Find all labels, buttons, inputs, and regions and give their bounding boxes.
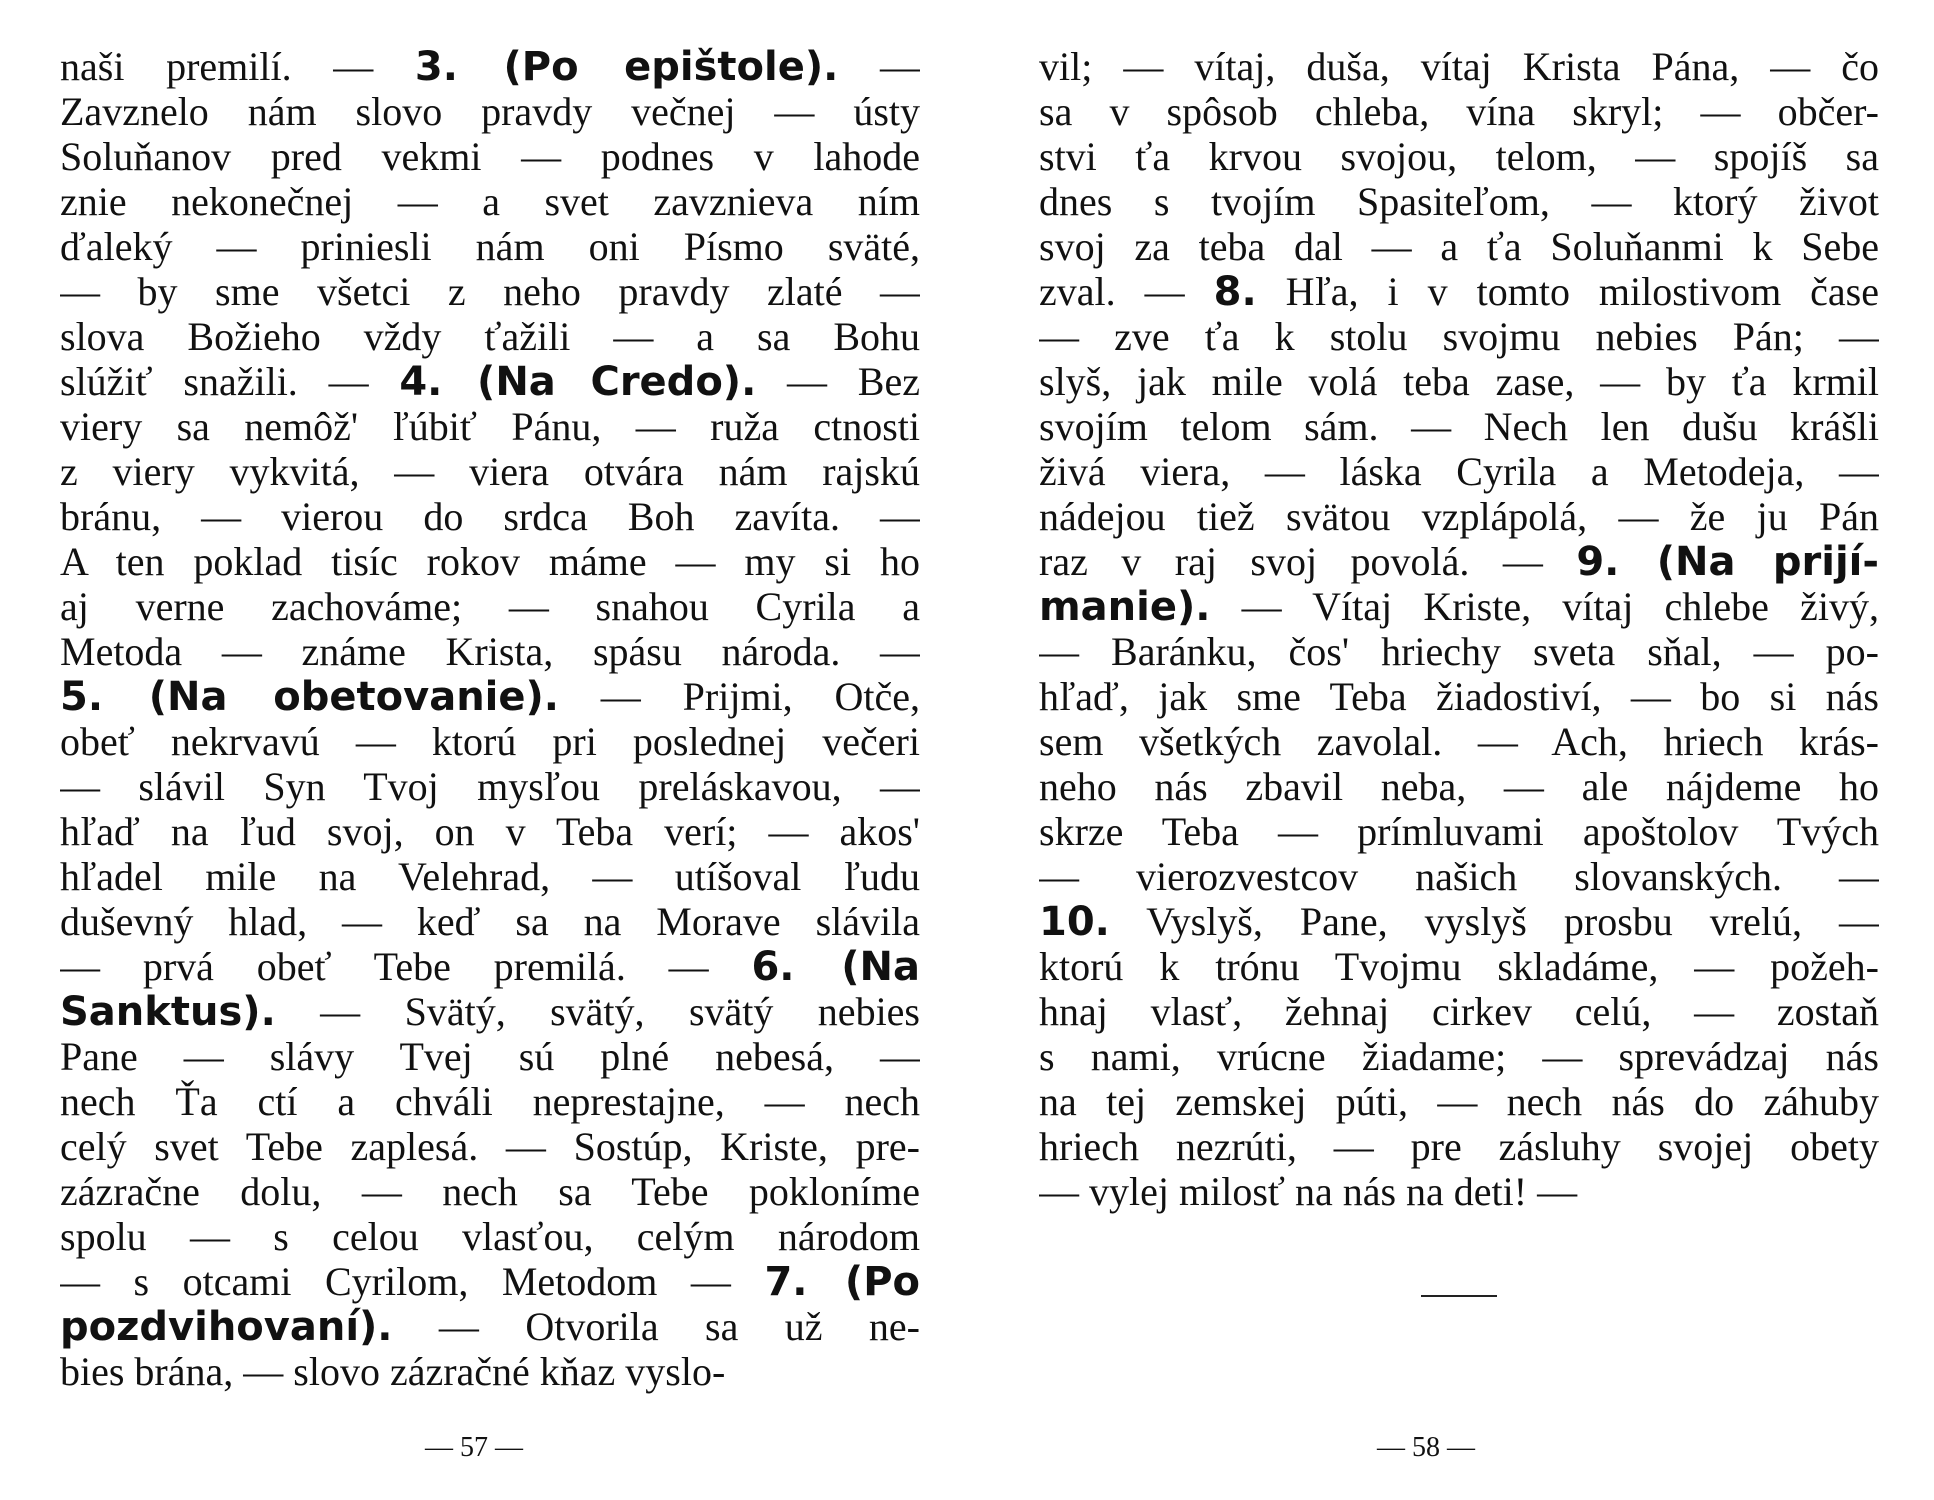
text-line [1039, 1169, 1879, 1214]
text-line [60, 89, 920, 134]
rubric-heading: 9. (Na prijí- [1576, 539, 1879, 584]
text-segment: raz v raj svoj povolá. — [1039, 539, 1577, 584]
text-segment: — Vítaj Kriste, vítaj chlebe živý, [1210, 584, 1879, 629]
text-line [1039, 584, 1879, 629]
rubric-heading: 5. (Na obetovanie). [60, 674, 559, 719]
text-segment: A ten poklad tisíc rokov máme — my si ho [60, 539, 920, 584]
text-segment: — [838, 44, 920, 89]
text-segment: svojím telom sám. — Nech len dušu krášli [1039, 404, 1879, 449]
text-segment: skrze Teba — prímluvami apoštolov Tvých [1039, 809, 1879, 854]
text-line [1039, 89, 1879, 134]
text-segment: z viery vykvitá, — viera otvára nám rajskú [60, 449, 920, 494]
rubric-heading: 8. [1213, 269, 1257, 314]
text-line [60, 809, 920, 854]
text-line [1039, 1079, 1879, 1124]
text-segment: hľaď, jak sme Teba žiadostiví, — bo si nás [1039, 674, 1879, 719]
text-segment: bránu, — vierou do srdca Boh zavíta. — [60, 494, 920, 539]
text-line [1039, 944, 1879, 989]
text-line [60, 1304, 920, 1349]
text-segment: Vyslyš, Pane, vyslyš prosbu vrelú, — [1109, 899, 1879, 944]
text-line [1039, 224, 1879, 269]
text-line [1039, 809, 1879, 854]
text-segment: Metoda — známe Krista, spásu národa. — [60, 629, 920, 674]
text-line [60, 899, 920, 944]
rubric-heading: 3. (Po epištole). [414, 44, 839, 89]
rubric-heading: 4. (Na Credo). [399, 359, 757, 404]
text-segment: — Svätý, svätý, svätý nebies [275, 989, 920, 1034]
text-segment: svoj za teba dal — a ťa Soluňanmi k Sebe [1039, 224, 1879, 269]
text-line [60, 854, 920, 899]
text-line [60, 1259, 920, 1304]
text-line [1039, 989, 1879, 1034]
text-line [1039, 179, 1879, 224]
text-segment: — slávil Syn Tvoj mysľou preláskavou, — [60, 764, 920, 809]
rubric-heading: pozdvihovaní). [60, 1304, 393, 1349]
text-line [1039, 854, 1879, 899]
text-segment: — s otcami Cyrilom, Metodom — [60, 1259, 765, 1304]
page-number-left: — 57 — [425, 1432, 523, 1463]
text-segment: Zavznelo nám slovo pravdy večnej — ústy [60, 89, 920, 134]
text-segment: vil; — vítaj, duša, vítaj Krista Pána, — čo [1039, 44, 1879, 89]
text-segment: na tej zemskej púti, — nech nás do záhuby [1039, 1079, 1879, 1124]
text-segment: stvi ťa krvou svojou, telom, — spojíš sa [1039, 134, 1879, 179]
text-line [60, 359, 920, 404]
text-line [60, 944, 920, 989]
text-line [60, 1124, 920, 1169]
text-segment: aj verne zachováme; — snahou Cyrila a [60, 584, 920, 629]
text-segment: hnaj vlasť, žehnaj cirkev celú, — zostaň [1039, 989, 1879, 1034]
text-segment: — Prijmi, Otče, [558, 674, 920, 719]
rubric-heading: 7. (Po [764, 1259, 920, 1304]
text-segment: nech Ťa ctí a chváli neprestajne, — nech [60, 1079, 920, 1124]
page-number-right: — 58 — [1377, 1432, 1475, 1463]
text-line [1039, 134, 1879, 179]
text-segment: naši premilí. — [60, 44, 415, 89]
end-of-text-rule [1421, 1295, 1497, 1297]
text-segment: — zve ťa k stolu svojmu nebies Pán; — [1039, 314, 1879, 359]
text-segment: hľaď na ľud svoj, on v Teba verí; — akos' [60, 809, 920, 854]
text-line [1039, 269, 1879, 314]
text-segment: s nami, vrúcne žiadame; — sprevádzaj nás [1039, 1034, 1879, 1079]
text-line [1039, 719, 1879, 764]
text-line [60, 719, 920, 764]
left-text-column [60, 44, 920, 1394]
text-segment: Hľa, i v tomto milostivom čase [1256, 269, 1879, 314]
text-segment: — by sme všetci z neho pravdy zlaté — [60, 269, 920, 314]
text-line [1039, 44, 1879, 89]
text-line [60, 764, 920, 809]
text-segment: — vierozvestcov našich slovanských. — [1039, 854, 1879, 899]
right-text-column [1039, 44, 1879, 1214]
right-page [967, 0, 1934, 1500]
text-line [60, 449, 920, 494]
text-segment: — Bez [756, 359, 920, 404]
rubric-heading: 6. (Na [751, 944, 920, 989]
text-line [60, 1034, 920, 1079]
text-segment: dnes s tvojím Spasiteľom, — ktorý život [1039, 179, 1879, 224]
text-line [60, 494, 920, 539]
text-line [1039, 1124, 1879, 1169]
text-segment: celý svet Tebe zaplesá. — Sostúp, Kriste, pre- [60, 1124, 920, 1169]
text-segment: sa v spôsob chleba, vína skryl; — občer- [1039, 89, 1879, 134]
text-line [1039, 899, 1879, 944]
text-line [1039, 404, 1879, 449]
text-segment: slova Božieho vždy ťažili — a sa Bohu [60, 314, 920, 359]
text-segment: ktorú k trónu Tvojmu skladáme, — požeh- [1039, 944, 1879, 989]
text-segment: duševný hlad, — keď sa na Morave slávila [60, 899, 920, 944]
text-line [1039, 314, 1879, 359]
text-line [60, 404, 920, 449]
text-segment: spolu — s celou vlasťou, celým národom [60, 1214, 920, 1259]
text-segment: zval. — [1039, 269, 1214, 314]
text-segment: slúžiť snažili. — [60, 359, 400, 404]
text-line [1039, 629, 1879, 674]
text-segment: Pane — slávy Tvej sú plné nebesá, — [60, 1034, 920, 1079]
text-segment: bies brána, — slovo zázračné kňaz vyslo- [60, 1349, 726, 1394]
text-line [60, 134, 920, 179]
text-segment: — Otvorila sa už ne- [392, 1304, 920, 1349]
text-line [60, 1079, 920, 1124]
rubric-heading: 10. [1039, 899, 1110, 944]
text-line [1039, 539, 1879, 584]
text-line [60, 269, 920, 314]
text-line [60, 674, 920, 719]
text-line [60, 224, 920, 269]
text-segment: ďaleký — priniesli nám oni Písmo sväté, [60, 224, 920, 269]
text-line [1039, 359, 1879, 404]
text-segment: — Baránku, čos' hriechy sveta sňal, — po- [1039, 629, 1879, 674]
text-segment: viery sa nemôž' ľúbiť Pánu, — ruža ctnosti [60, 404, 920, 449]
rubric-heading: Sanktus). [60, 989, 276, 1034]
text-line [60, 1214, 920, 1259]
text-segment: hriech nezrúti, — pre zásluhy svojej obety [1039, 1124, 1879, 1169]
text-segment: zázračne dolu, — nech sa Tebe pokloníme [60, 1169, 920, 1214]
text-segment: nádejou tiež svätou vzplápolá, — že ju Pán [1039, 494, 1879, 539]
text-segment: živá viera, — láska Cyrila a Metodeja, — [1039, 449, 1879, 494]
text-line [1039, 449, 1879, 494]
text-line [60, 989, 920, 1034]
text-line [1039, 674, 1879, 719]
text-segment: Soluňanov pred vekmi — podnes v lahode [60, 134, 920, 179]
text-segment: — prvá obeť Tebe premilá. — [60, 944, 752, 989]
text-segment: slyš, jak mile volá teba zase, — by ťa krmil [1039, 359, 1879, 404]
text-line [1039, 764, 1879, 809]
text-segment: — vylej milosť na nás na deti! — [1039, 1169, 1578, 1214]
text-line [60, 1349, 920, 1394]
text-line [60, 629, 920, 674]
rubric-heading: manie). [1039, 584, 1211, 629]
text-line [60, 539, 920, 584]
text-line [60, 314, 920, 359]
text-segment: sem všetkých zavolal. — Ach, hriech krás- [1039, 719, 1879, 764]
text-segment: znie nekonečnej — a svet zavznieva ním [60, 179, 920, 224]
text-line [60, 1169, 920, 1214]
text-line [60, 584, 920, 629]
text-line [60, 44, 920, 89]
text-line [60, 179, 920, 224]
text-line [1039, 494, 1879, 539]
text-segment: obeť nekrvavú — ktorú pri poslednej večeri [60, 719, 920, 764]
text-segment: hľadel mile na Velehrad, — utíšoval ľudu [60, 854, 920, 899]
text-segment: neho nás zbavil neba, — ale nájdeme ho [1039, 764, 1879, 809]
text-line [1039, 1034, 1879, 1079]
